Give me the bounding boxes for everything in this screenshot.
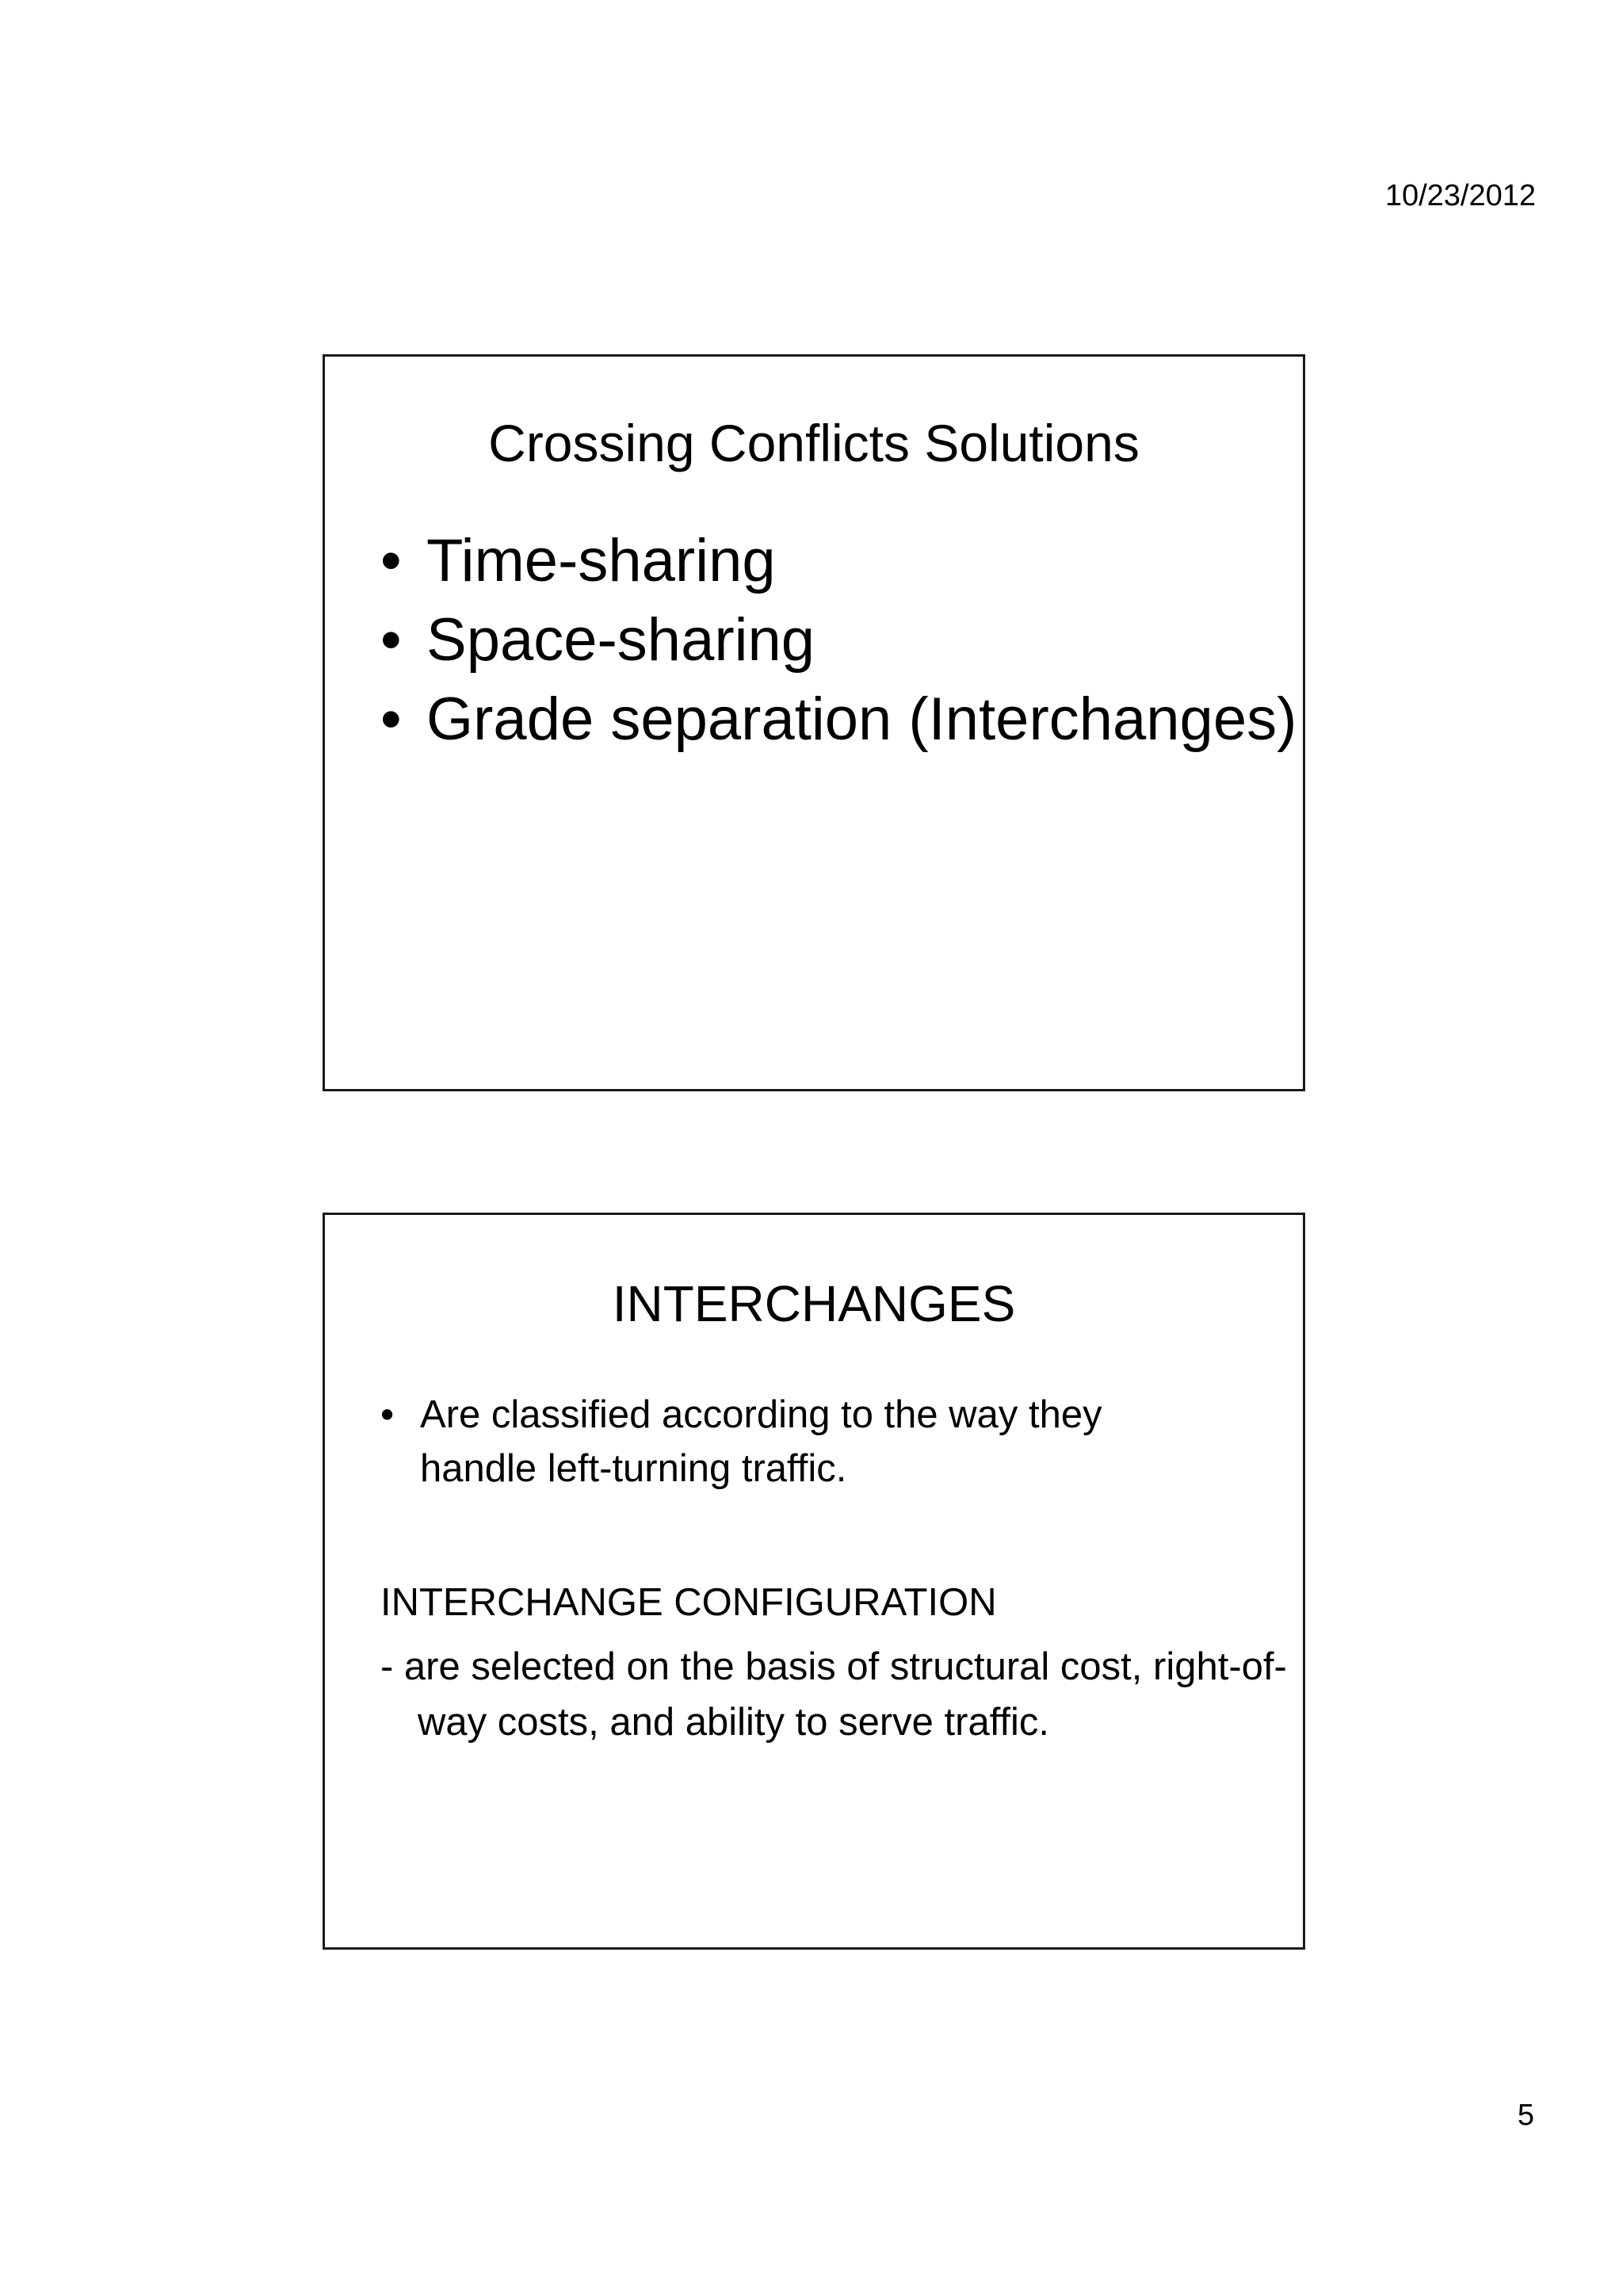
bullet-list: [380, 521, 1296, 759]
list-item: [380, 521, 1296, 601]
bullet-text: Are classified according to the way they handle left-turning traffic.: [420, 1393, 1102, 1490]
bullet-icon: •: [380, 606, 402, 674]
bullet-text: Grade separation (Interchanges): [426, 686, 1297, 753]
list-item: [380, 1388, 1173, 1496]
list-item: [380, 601, 1296, 680]
slide-title: INTERCHANGES: [612, 1275, 1016, 1332]
page-number: 5: [1517, 2099, 1534, 2132]
bullet-text: Space-sharing: [426, 606, 815, 674]
config-text: - are selected on the basis of structural cost, right-of-way costs, and ability to serve traffic.: [380, 1645, 1287, 1744]
config-heading: INTERCHANGE CONFIGURATION: [380, 1581, 997, 1624]
slide-crossing-conflicts: [323, 354, 1305, 1091]
bullet-text: Time-sharing: [426, 527, 776, 594]
bullet-icon: •: [380, 686, 402, 753]
list-item: [380, 680, 1296, 759]
bullet-icon: •: [380, 527, 402, 594]
slide-title: Crossing Conflicts Solutions: [488, 414, 1140, 472]
bullet-icon: •: [380, 1393, 395, 1436]
slide-interchanges: [323, 1213, 1305, 1950]
slide-date: 10/23/2012: [1384, 179, 1536, 212]
bullet-list: [380, 1388, 1173, 1496]
